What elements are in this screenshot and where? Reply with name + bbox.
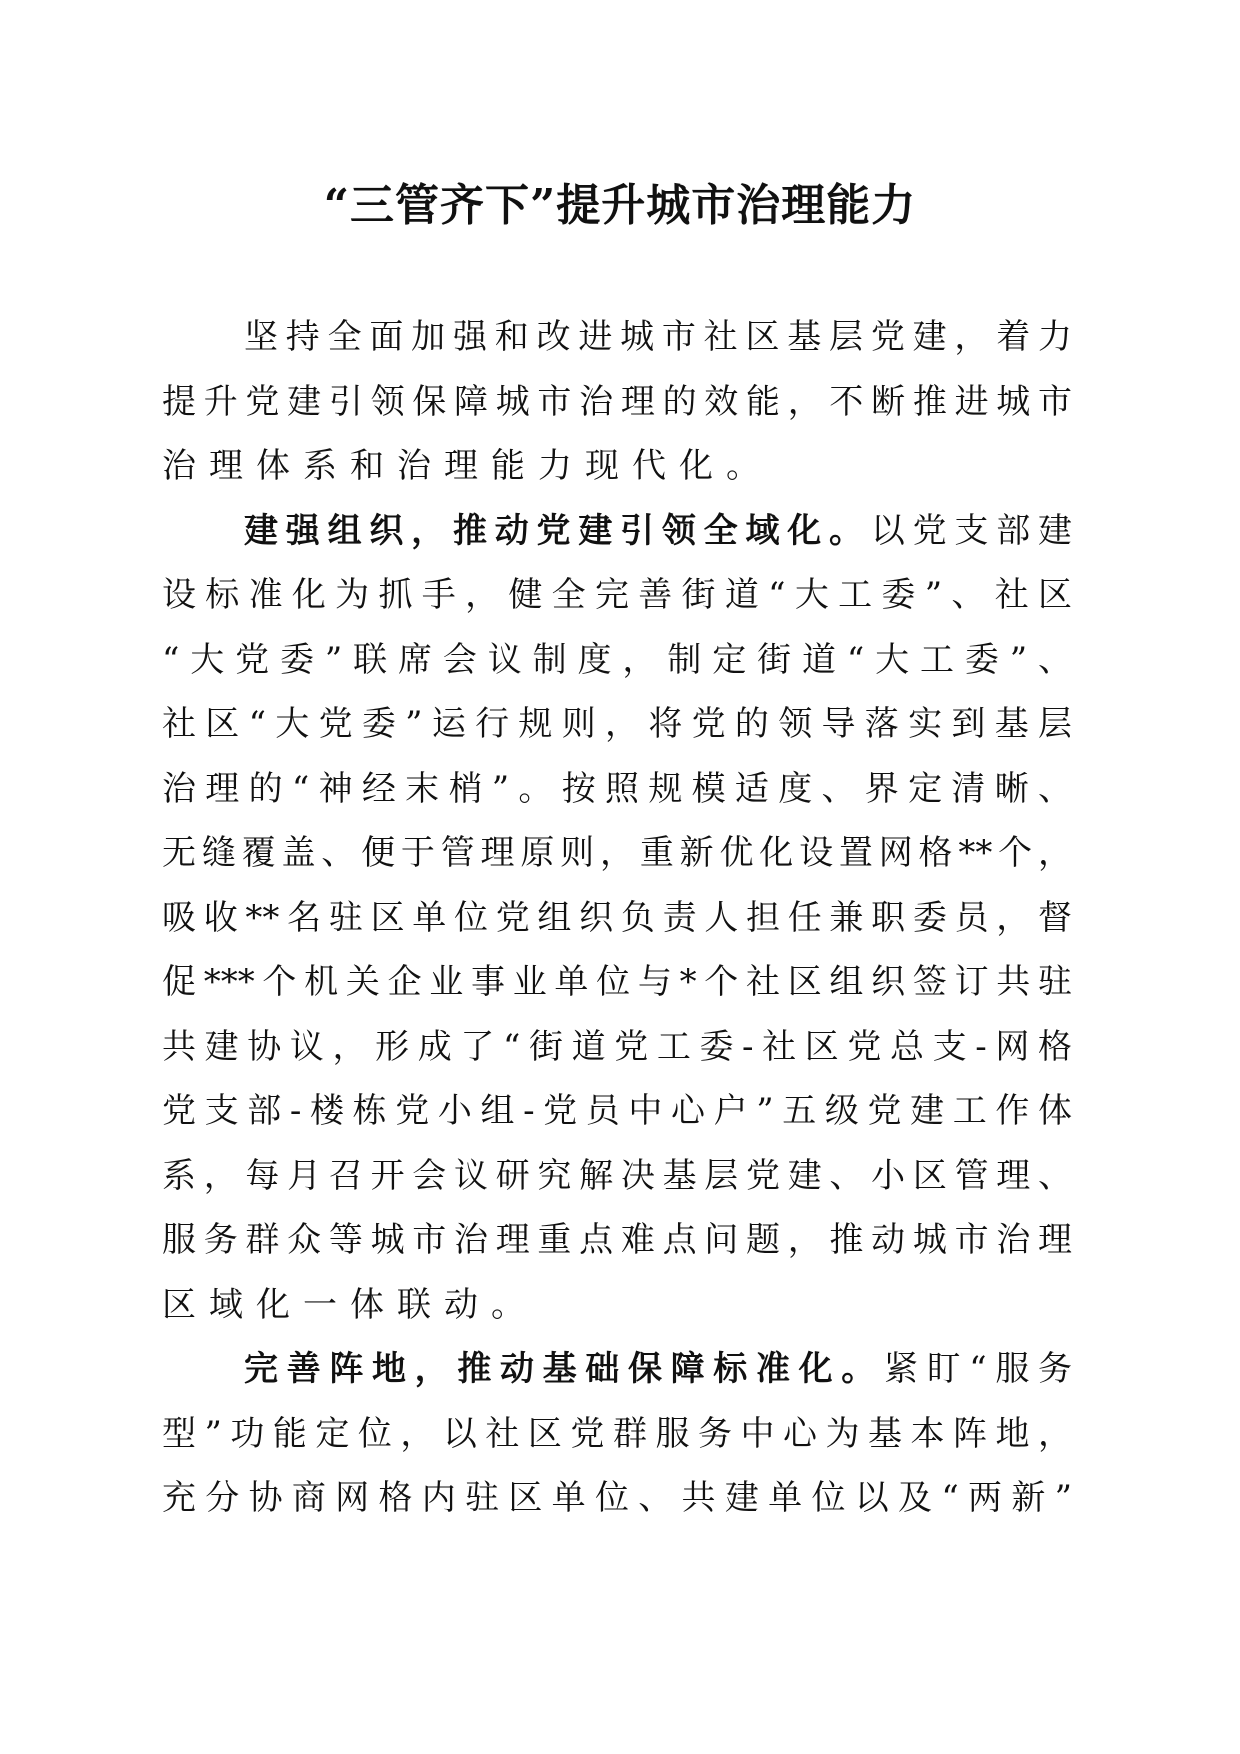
text-line: 治理体系和治理能力现代化。: [162, 446, 773, 486]
text-line: 共建协议，形成了“街道党工委-社区党总支-网格: [162, 1026, 1072, 1067]
text-line: 充分协商网格内驻区单位、共建单位以及“两新”: [162, 1478, 1072, 1518]
text-line: 提升党建引领保障城市治理的效能，不断推进城市: [162, 381, 1072, 422]
paragraph-text: 以党支部建: [870, 510, 1073, 551]
paragraph-heading: 建强组织，推动党建引领全域化。: [244, 510, 871, 551]
text-line: 服务群众等城市治理重点难点问题，推动城市治理: [162, 1220, 1072, 1260]
text-line: “大党委”联席会议制度，制定街道“大工委”、: [162, 639, 1072, 680]
text-line: 治理的“神经末梢”。按照规模适度、界定清晰、: [162, 768, 1072, 809]
paragraph-first-line: [162, 499, 1072, 564]
text-line: 党支部-楼栋党小组-党员中心户”五级党建工作体: [162, 1091, 1072, 1131]
text-line: 型”功能定位，以社区党群服务中心为基本阵地，: [162, 1413, 1072, 1454]
paragraph-first-line: [162, 1337, 1072, 1402]
paragraph-heading: 完善阵地，推动基础保障标准化。: [244, 1349, 884, 1389]
document-title: “三管齐下”提升城市治理能力: [323, 180, 917, 231]
text-line: 吸收**名驻区单位党组织负责人担任兼职委员，督: [162, 897, 1072, 938]
text-line: 设标准化为抓手，健全完善街道“大工委”、社区: [162, 575, 1072, 615]
text-line: 区域化一体联动。: [162, 1284, 538, 1325]
text-line: 社区“大党委”运行规则，将党的领导落实到基层: [162, 704, 1072, 744]
document-body: [162, 305, 1072, 1531]
text-line: 系，每月召开会议研究解决基层党建、小区管理、: [162, 1155, 1072, 1196]
text-line: 坚持全面加强和改进城市社区基层党建，着力: [244, 317, 1072, 357]
text-line: 无缝覆盖、便于管理原则，重新优化设置网格**个，: [162, 833, 1072, 873]
text-line: 促***个机关企业事业单位与*个社区组织签订共驻: [162, 962, 1072, 1002]
paragraph-text: 紧盯“服务: [883, 1349, 1073, 1389]
